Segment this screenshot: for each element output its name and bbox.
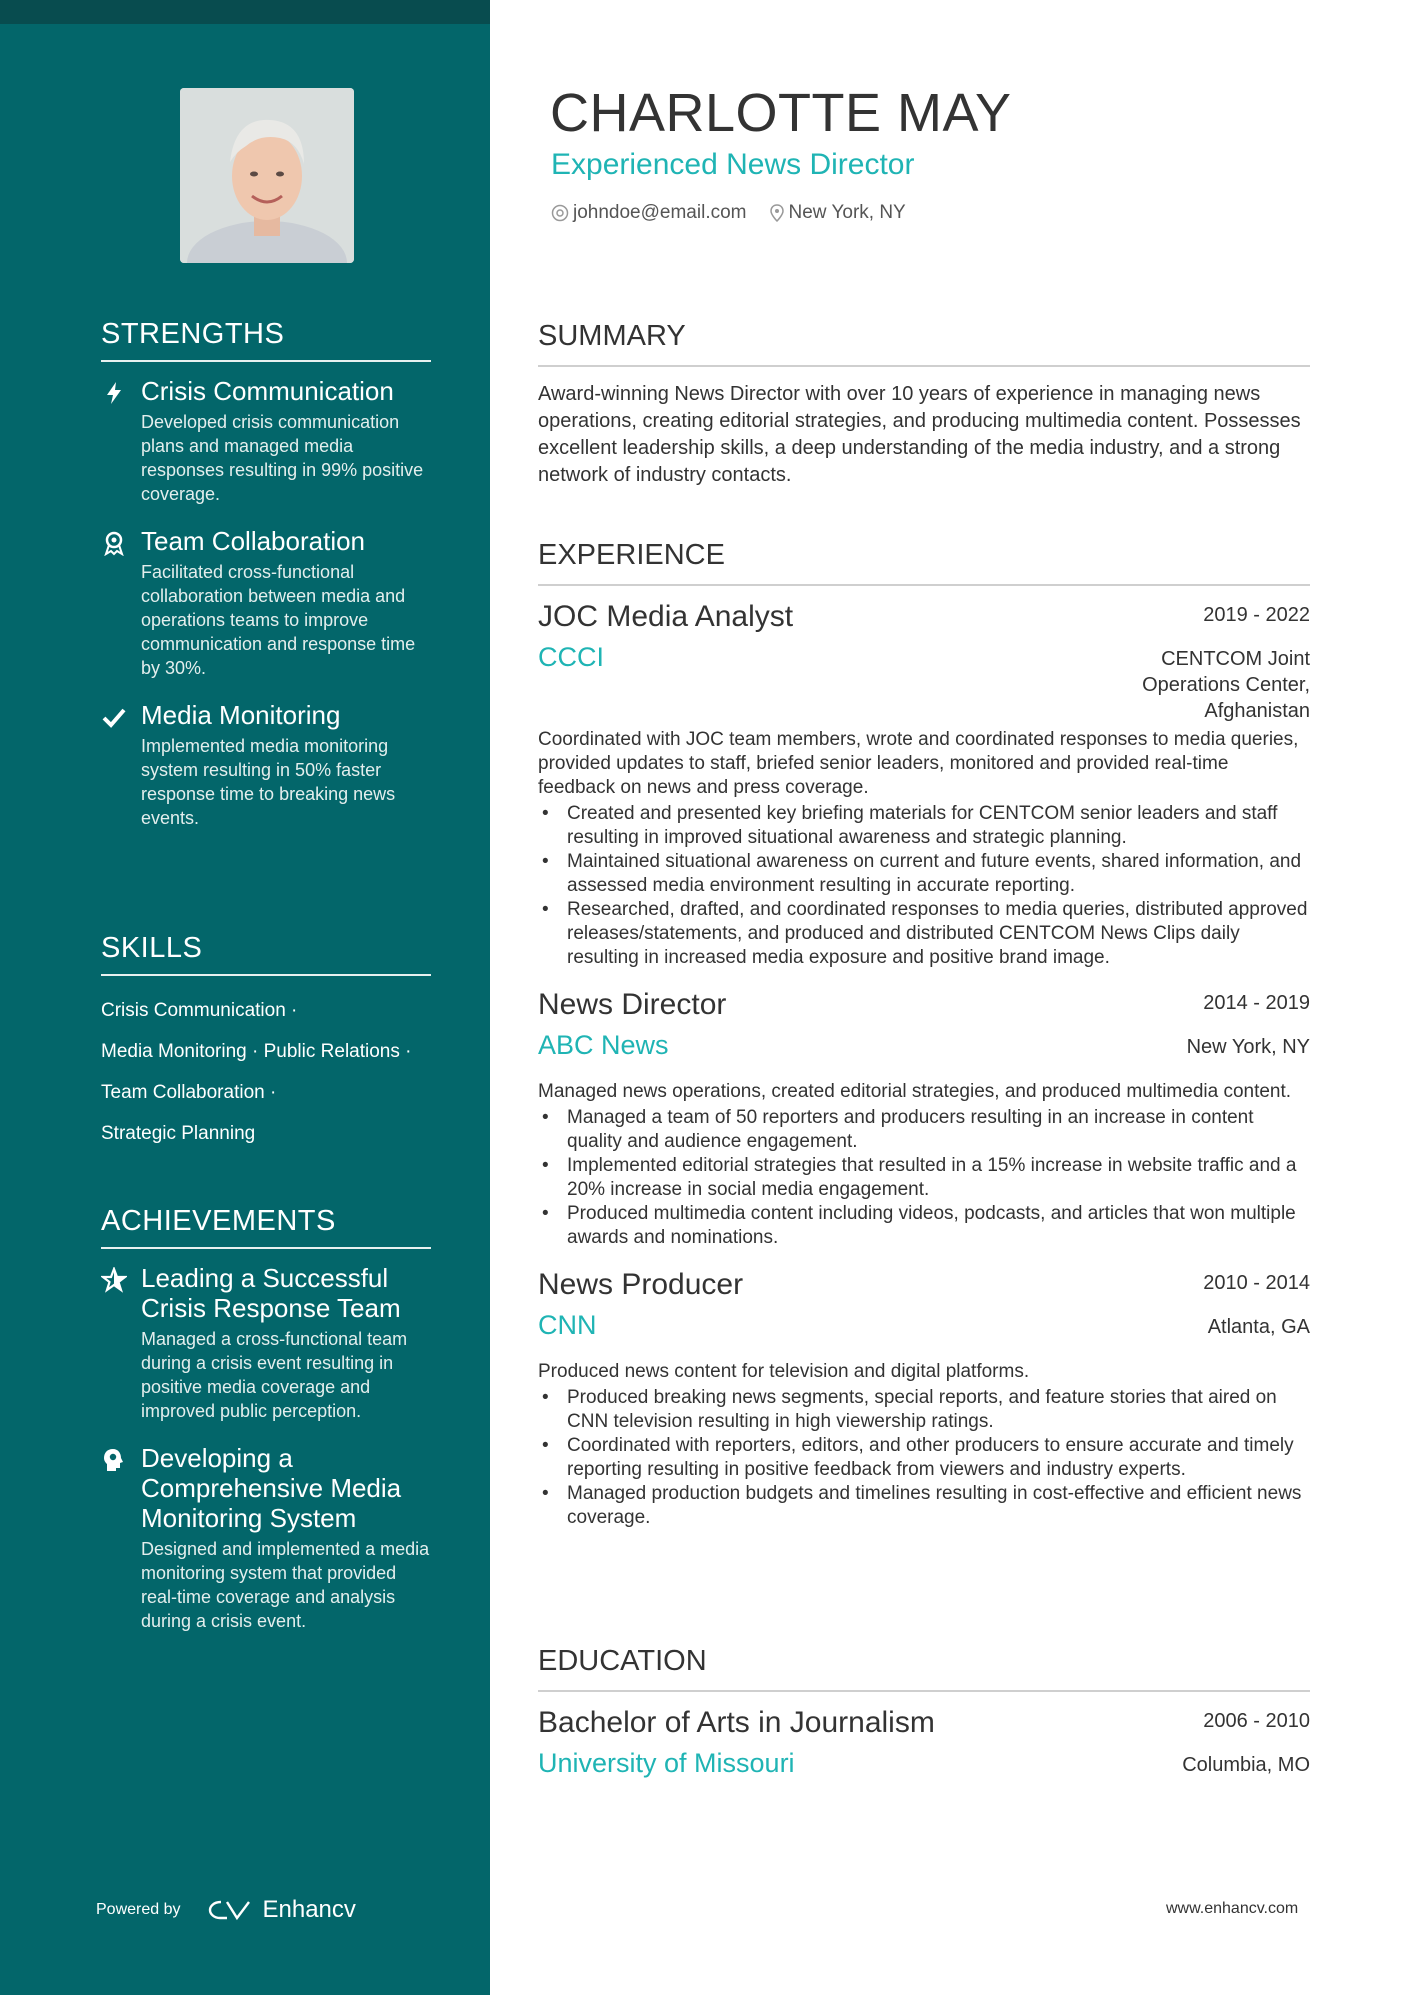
education-section <box>538 1645 1310 1788</box>
job-location: CENTCOM Joint Operations Center, Afghanistan <box>1142 648 1310 722</box>
job-bullet: • Produced breaking news segments, special reports, and feature stories that aired on CNN television resulting in high viewership ratings. <box>538 1386 1310 1434</box>
award-ribbon-icon <box>101 530 127 556</box>
job-entry <box>538 1268 1310 1530</box>
lightning-icon <box>101 380 127 406</box>
contact-line <box>551 202 906 224</box>
job-bullets <box>538 802 1310 970</box>
achievement-title: Leading a Successful Crisis Response Team <box>141 1263 401 1323</box>
experience-section <box>538 539 1310 1530</box>
education-degree: Bachelor of Arts in Journalism <box>538 1706 935 1739</box>
job-company: ABC News <box>538 1030 669 1060</box>
job-bullet: • Produced multimedia content including videos, podcasts, and articles that won multiple awards and nominations. <box>538 1202 1310 1250</box>
job-bullet: • Maintained situational awareness on current and future events, shared information, and assessed media environment resulting in accurate reporting. <box>538 850 1310 898</box>
enhancv-logo-icon <box>207 1898 253 1922</box>
candidate-name: CHARLOTTE MAY <box>550 83 1012 143</box>
job-entry <box>538 988 1310 1250</box>
job-entry <box>538 600 1310 970</box>
achievement-desc: Designed and implemented a media monitoring system that provided real-time coverage and analysis during a crisis event. <box>141 1539 430 1631</box>
checkmark-icon <box>101 704 127 730</box>
job-bullet: • Implemented editorial strategies that resulted in a 15% increase in website traffic and a 20% increase in social media engagement. <box>538 1154 1310 1202</box>
job-title: News Producer <box>538 1268 744 1301</box>
skills-heading: SKILLS <box>101 932 431 976</box>
skills-row: Team Collaboration · <box>101 1082 277 1103</box>
job-bullet: • Managed a team of 50 reporters and producers resulting in an increase in content quality and audience engagement. <box>538 1106 1310 1154</box>
summary-heading: SUMMARY <box>538 320 1310 367</box>
strength-item <box>101 526 431 680</box>
sidebar <box>0 0 490 1995</box>
skills-row: Media Monitoring · Public Relations · <box>101 1041 412 1062</box>
job-bullet: • Researched, drafted, and coordinated responses to media queries, distributed approved releases/statements, and produced and distributed CENTCOM News Clips daily resulting in increased media exposure and positive brand image. <box>538 898 1310 970</box>
education-location: Columbia, MO <box>1182 1754 1310 1776</box>
job-dates: 2014 - 2019 <box>1203 992 1310 1014</box>
education-entry <box>538 1706 1310 1788</box>
powered-by-label: Powered by <box>96 1901 181 1918</box>
achievements-heading: ACHIEVEMENTS <box>101 1205 431 1249</box>
achievement-item <box>101 1443 431 1633</box>
job-bullet: • Coordinated with reporters, editors, and other producers to ensure accurate and timely reporting resulting in positive feedback from viewers and industry experts. <box>538 1434 1310 1482</box>
strength-title: Media Monitoring <box>141 700 341 730</box>
skills-section <box>101 932 431 1154</box>
job-title: JOC Media Analyst <box>538 600 794 633</box>
sidebar-top-band <box>0 0 490 24</box>
job-title: News Director <box>538 988 727 1021</box>
job-location: New York, NY <box>1186 1036 1310 1058</box>
powered-by <box>96 1896 356 1924</box>
education-dates: 2006 - 2010 <box>1203 1710 1310 1732</box>
location-pin-icon <box>769 204 785 222</box>
job-bullets <box>538 1386 1310 1530</box>
achievement-title: Developing a Comprehensive Media Monitoring System <box>141 1443 402 1533</box>
job-location: Atlanta, GA <box>1207 1316 1310 1338</box>
contact-email[interactable]: johndoe@email.com <box>573 202 747 223</box>
strength-desc: Developed crisis communication plans and managed media responses resulting in 99% positive coverage. <box>141 412 424 504</box>
skills-row: Crisis Communication · <box>101 1000 298 1021</box>
strength-desc: Facilitated cross-functional collaboration between media and operations teams to improve communication and response time by 30%. <box>141 562 416 678</box>
strength-title: Crisis Communication <box>141 376 394 406</box>
skills-list <box>101 990 431 1154</box>
job-bullet: • Managed production budgets and timelines resulting in cost-effective and efficient news coverage. <box>538 1482 1310 1530</box>
strength-title: Team Collaboration <box>141 526 366 556</box>
strength-item <box>101 700 431 830</box>
head-idea-icon <box>101 1447 127 1473</box>
job-description: Coordinated with JOC team members, wrote and coordinated responses to media queries, provided updates to staff, briefed senior leaders, monitored and provided real-time feedback on news and press coverage. <box>538 729 1299 798</box>
experience-heading: EXPERIENCE <box>538 539 1310 586</box>
strength-desc: Implemented media monitoring system resulting in 50% faster response time to breaking news events. <box>141 736 396 828</box>
strengths-section <box>101 318 431 830</box>
job-description: Produced news content for television and digital platforms. <box>538 1361 1030 1382</box>
education-school: University of Missouri <box>538 1748 795 1778</box>
job-dates: 2010 - 2014 <box>1203 1272 1310 1294</box>
at-sign-icon <box>551 204 569 222</box>
strengths-heading: STRENGTHS <box>101 318 431 362</box>
summary-text: Award-winning News Director with over 10 years of experience in managing news operations, creating editorial strategies, and producing multimedia content. Possesses excellent leadership skills, a deep understanding of the media industry, and a strong network of industry contacts. <box>538 383 1301 486</box>
profile-photo <box>180 88 354 263</box>
job-company: CCCI <box>538 642 604 672</box>
summary-section <box>538 320 1310 489</box>
strength-item <box>101 376 431 506</box>
skills-row: Strategic Planning <box>101 1123 256 1144</box>
candidate-role: Experienced News Director <box>551 148 915 181</box>
job-bullets <box>538 1106 1310 1250</box>
enhancv-brand: Enhancv <box>262 1896 356 1923</box>
achievement-item <box>101 1263 431 1423</box>
job-description: Managed news operations, created editorial strategies, and produced multimedia content. <box>538 1081 1292 1102</box>
job-dates: 2019 - 2022 <box>1203 604 1310 626</box>
job-bullet: • Created and presented key briefing materials for CENTCOM senior leaders and staff resulting in improved situational awareness and strategic planning. <box>538 802 1310 850</box>
star-icon <box>101 1267 127 1293</box>
achievements-section <box>101 1205 431 1633</box>
enhancv-logo[interactable] <box>207 1896 356 1924</box>
job-company: CNN <box>538 1310 597 1340</box>
education-heading: EDUCATION <box>538 1645 1310 1692</box>
footer-url[interactable]: www.enhancv.com <box>1166 1900 1299 1917</box>
contact-location: New York, NY <box>788 202 906 223</box>
achievement-desc: Managed a cross-functional team during a crisis event resulting in positive media coverage and improved public perception. <box>141 1329 408 1421</box>
